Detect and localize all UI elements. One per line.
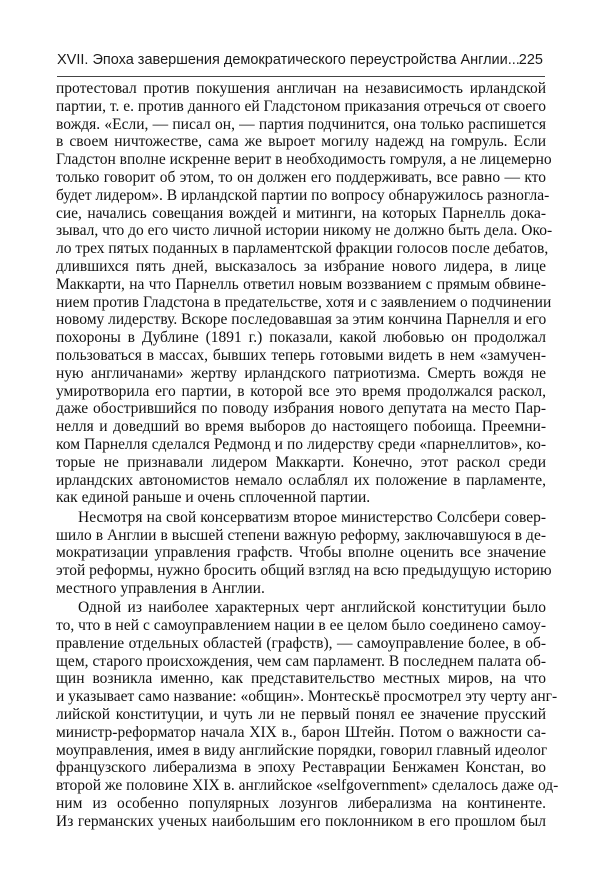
text-line: лийской конституции, и чуть ли не первый понял ее значение прусский xyxy=(56,706,546,724)
text-line: похороны в Дублине (1891 г.) показали, какой любовью он продолжал xyxy=(56,329,546,347)
text-line: зывал, что до его чисто личной истории никому не должно быть дела. Око- xyxy=(56,222,553,240)
text-line: протестовал против покушения англичан на независимость ирландской xyxy=(56,80,546,97)
text-line: шило в Англии в высшей степени важную реформу, заключавшуюся в де- xyxy=(56,526,546,544)
text-line: ним из особенно популярных лозунгов либерализма на континенте. xyxy=(56,795,546,813)
text-line: будет лидером». В ирландской партии по вопросу обнаружилось разногла- xyxy=(56,186,550,204)
text-line: щем, старого происхождения, чем сам парламент. В последнем палата об- xyxy=(56,652,546,670)
text-line: моуправления, имея в виду английские порядки, говорил главный идеолог xyxy=(56,741,548,759)
text-line: ком Парнелля сделался Редмонд и по лидерству среди «парнеллитов», ко- xyxy=(56,435,546,453)
paragraph-county-reform xyxy=(56,508,552,598)
text-line: Несмотря на свой консерватизм второе министерство Солсбери совер- xyxy=(78,508,546,526)
page-number: 225 xyxy=(518,52,543,68)
text-line: французского либерализма в эпоху Реставрации Бенжамен Констан, во xyxy=(56,759,546,777)
text-line: мократизации управления графств. Чтобы вполне оценить все значение xyxy=(56,544,546,562)
text-line: Одной из наиболее характерных черт английской конституции было xyxy=(78,599,546,617)
text-line: нелля и доведший во время выборов до настоящего побоища. Преемни- xyxy=(56,418,546,436)
text-line: новому лидерству. Вскоре последовавшая за этим кончина Парнелля и его xyxy=(56,311,547,329)
text-line: умиротворила его партии, в которой все это время продолжался раскол, xyxy=(56,382,546,400)
text-line: Гладстон вполне искренне верит в необходимость гомруля, а не лицемерно xyxy=(56,151,552,169)
text-line: местного управления в Англии. xyxy=(56,579,265,597)
text-line: даже обострившийся по поводу избрания нового депутата на место Пар- xyxy=(56,400,546,418)
text-line: ирландских автономистов немало ослаблял их положение в парламенте, xyxy=(56,471,546,489)
text-line: вождя. «Если, — писал он, — партия подчинится, она только распишется xyxy=(56,115,546,133)
body-text xyxy=(56,80,559,831)
paragraph-self-government xyxy=(56,599,559,830)
text-line: сие, начались совещания вождей и митинги, на которых Парнелль дока- xyxy=(56,204,546,222)
text-line: партии, т. е. против данного ей Гладстоном приказания отречься от своего xyxy=(56,97,546,115)
text-line: в своем ничтожестве, сама же выроет могилу надежд на гомруль. Если xyxy=(56,133,546,151)
text-line: Из германских ученых наибольшим его поклонником в его прошлом был xyxy=(56,812,546,830)
text-line: второй же половине XIX в. английское «selfgovernment» сделалось даже од- xyxy=(56,777,559,795)
text-line: пользоваться в массах, бывших теперь готовыми видеть в нем «замучен- xyxy=(56,346,546,364)
text-line: министр-реформатор начала XIX в., барон Штейн. Потом о важности са- xyxy=(56,723,546,741)
text-line: длившихся пять дней, высказалось за избрание нового лидера, в лице xyxy=(56,257,546,275)
text-line: этой реформы, нужно бросить общий взгляд на всю предыдущую историю xyxy=(56,562,552,580)
text-line: только говорит об этом, то он должен его поддерживать, все равно — кто xyxy=(56,168,546,186)
running-header xyxy=(57,52,545,77)
text-line: Маккарти, на что Парнелль ответил новым воззванием с прямым обвине- xyxy=(56,275,546,293)
text-line: то, что в ней с самоуправлением нации в ее целом было соединено самоу- xyxy=(56,617,546,635)
text-line: нием против Гладстона в предательстве, хотя и с заявлением о подчинении xyxy=(56,293,552,311)
paragraph-parnell-conflict xyxy=(56,80,553,507)
text-line: ло трех пятых поданных в парламентской фракции голосов после дебатов, xyxy=(56,240,549,258)
text-line: и указывает само название: «общин». Монтескьё просмотрел эту черту анг- xyxy=(56,688,558,706)
running-title: XVII. Эпоха завершения демократического переустройства Англии... xyxy=(57,52,520,68)
text-line: ную англичанами» жертву ирландского патриотизма. Смерть вождя не xyxy=(56,364,546,382)
text-line: правление отдельных областей (графств), — самоуправление более, в об- xyxy=(56,634,546,652)
text-line: торые не признавали лидером Маккарти. Конечно, этот раскол среди xyxy=(56,453,546,471)
text-line: щин возникла именно, как представительство местных миров, на что xyxy=(56,670,546,688)
text-line: как единой раньше и очень сплоченной партии. xyxy=(56,489,371,507)
